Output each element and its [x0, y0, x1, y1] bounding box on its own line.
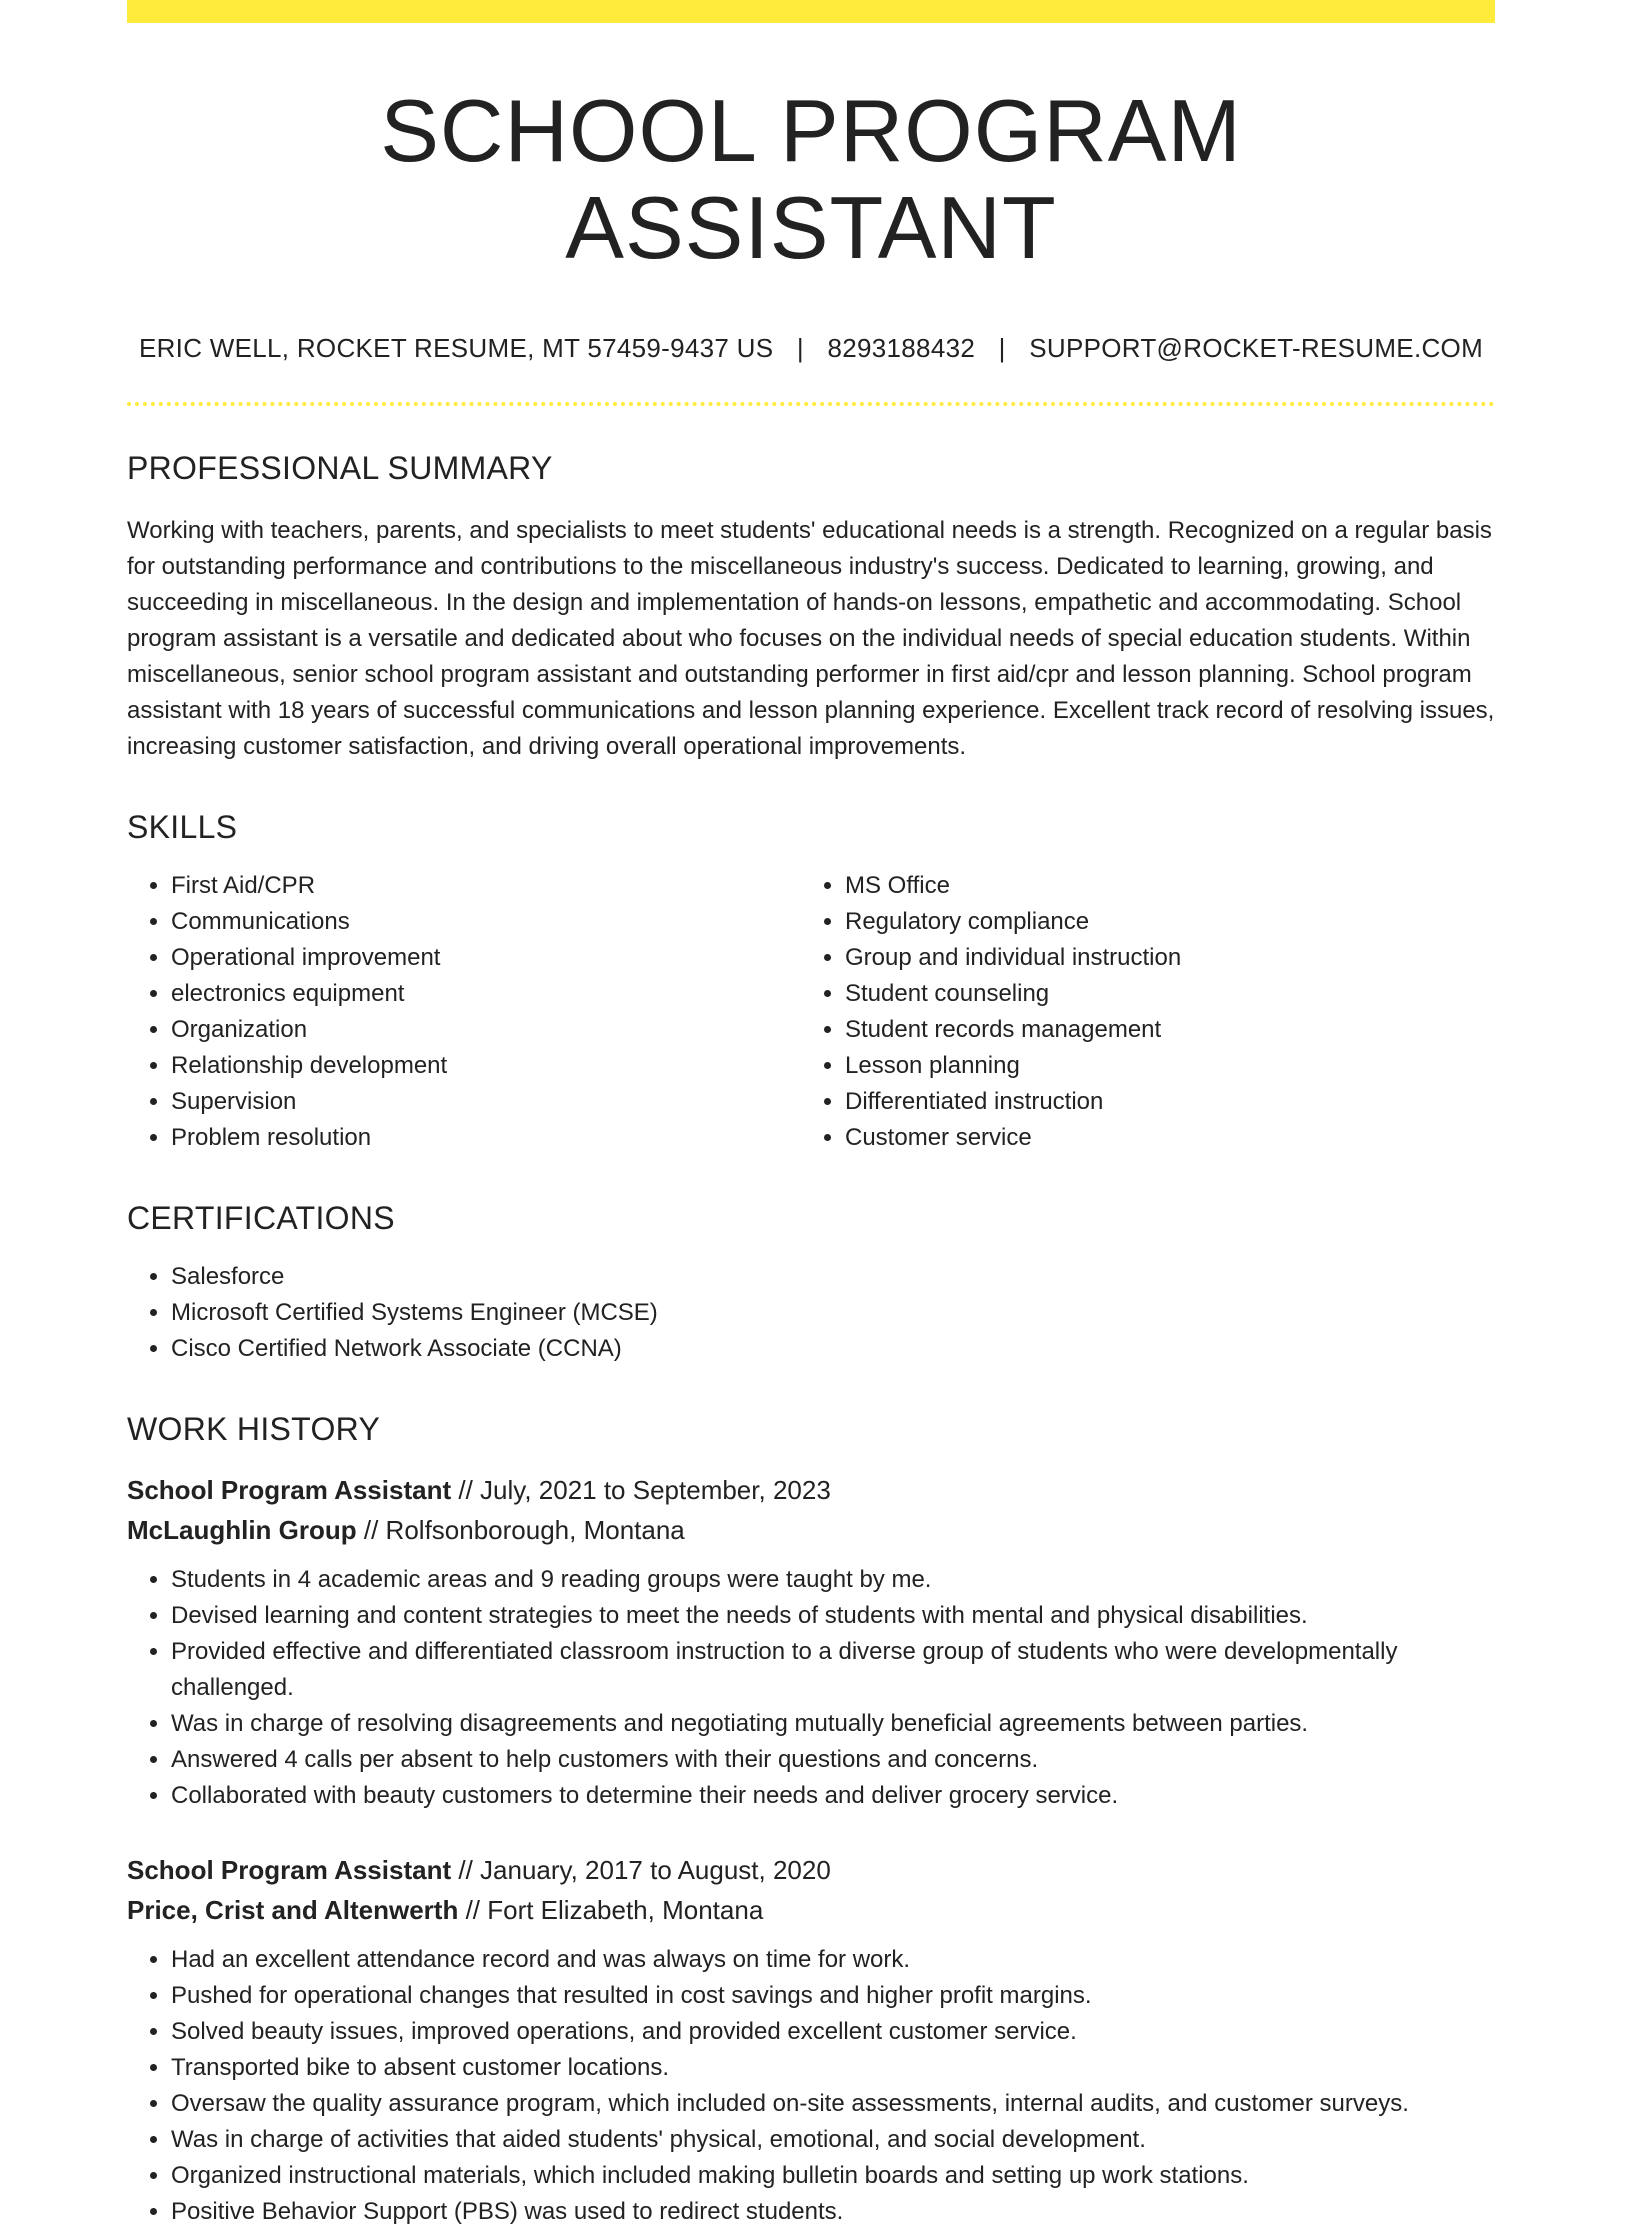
- list-item: • Group and individual instruction: [845, 940, 1475, 976]
- certifications-section: [127, 1200, 1495, 1367]
- list-item: • Cisco Certified Network Associate (CCNA): [171, 1331, 1495, 1367]
- resume-title: SCHOOL PROGRAM ASSISTANT: [380, 81, 1242, 277]
- section-heading: WORK HISTORY: [127, 1410, 381, 1447]
- list-item: • Student records management: [845, 1012, 1475, 1048]
- list-item: • Supervision: [171, 1084, 801, 1120]
- job-title-line: [127, 1850, 1495, 1890]
- work-history-section: [127, 1411, 1495, 2230]
- job-title: School Program Assistant: [127, 1474, 452, 1505]
- skills-column-left: [127, 868, 801, 1156]
- skills-section: [127, 809, 1495, 1156]
- jobs-container: [127, 1470, 1495, 2230]
- job-location: // Rolfsonborough, Montana: [356, 1514, 685, 1545]
- skills-list: [127, 868, 801, 1156]
- list-item: • Salesforce: [171, 1259, 1495, 1295]
- list-item: • Customer service: [845, 1120, 1475, 1156]
- list-item: • Organization: [171, 1012, 801, 1048]
- list-item: • Devised learning and content strategies to meet the needs of students with mental and physical disabilities.: [171, 1598, 1495, 1634]
- job-dates: // July, 2021 to September, 2023: [451, 1474, 831, 1505]
- skills-column-right: [801, 868, 1475, 1156]
- contact-address: ERIC WELL, ROCKET RESUME, MT 57459-9437 US: [138, 332, 774, 363]
- list-item: • Provided effective and differentiated classroom instruction to a diverse group of students who were developmentally challenged.: [171, 1634, 1495, 1706]
- list-item: • Relationship development: [171, 1048, 801, 1084]
- job-entry: [127, 1470, 1495, 1814]
- list-item: • Was in charge of resolving disagreements and negotiating mutually beneficial agreements between parties.: [171, 1706, 1495, 1742]
- list-item: • Problem resolution: [171, 1120, 801, 1156]
- professional-summary-section: [127, 450, 1495, 765]
- job-dates: // January, 2017 to August, 2020: [451, 1854, 831, 1885]
- list-item: • Student counseling: [845, 976, 1475, 1012]
- job-location: // Fort Elizabeth, Montana: [458, 1894, 764, 1925]
- contact-phone: 8293188432: [827, 332, 976, 363]
- top-accent-bar: [127, 0, 1495, 23]
- job-company: Price, Crist and Altenwerth: [127, 1894, 459, 1925]
- list-item: • Communications: [171, 904, 801, 940]
- list-item: • Positive Behavior Support (PBS) was used to redirect students.: [171, 2194, 1495, 2230]
- list-item: • Students in 4 academic areas and 9 reading groups were taught by me.: [171, 1562, 1495, 1598]
- list-item: • First Aid/CPR: [171, 868, 801, 904]
- list-item: • Lesson planning: [845, 1048, 1475, 1084]
- list-item: • Transported bike to absent customer locations.: [171, 2050, 1495, 2086]
- list-item: • Operational improvement: [171, 940, 801, 976]
- list-item: • Differentiated instruction: [845, 1084, 1475, 1120]
- section-heading: PROFESSIONAL SUMMARY: [127, 449, 553, 486]
- section-heading: SKILLS: [127, 808, 238, 845]
- skills-columns: [127, 868, 1495, 1156]
- skills-list: [801, 868, 1475, 1156]
- list-item: • electronics equipment: [171, 976, 801, 1012]
- job-title-line: [127, 1470, 1495, 1510]
- list-item: • Solved beauty issues, improved operations, and provided excellent customer service.: [171, 2014, 1495, 2050]
- section-heading: CERTIFICATIONS: [127, 1199, 395, 1236]
- list-item: • Oversaw the quality assurance program, which included on-site assessments, internal audits, and customer surveys.: [171, 2086, 1495, 2122]
- contact-email: SUPPORT@ROCKET-RESUME.COM: [1029, 332, 1484, 363]
- job-company-line: [127, 1510, 1495, 1550]
- resume-page: [127, 0, 1495, 2230]
- job-title: School Program Assistant: [127, 1854, 452, 1885]
- header-divider: [127, 402, 1495, 406]
- job-company: McLaughlin Group: [127, 1514, 357, 1545]
- job-bullets: [127, 1562, 1495, 1814]
- contact-separator: |: [998, 332, 1006, 363]
- list-item: • Pushed for operational changes that resulted in cost savings and higher profit margins.: [171, 1978, 1495, 2014]
- list-item: • Microsoft Certified Systems Engineer (MCSE): [171, 1295, 1495, 1331]
- list-item: • Had an excellent attendance record and was always on time for work.: [171, 1942, 1495, 1978]
- contact-separator: |: [796, 332, 804, 363]
- summary-paragraph: Working with teachers, parents, and specialists to meet students' educational needs is a strength. Recognized on a regular basis for outstanding performance and contributions to the miscellaneous industry's success. Dedicated to learning, growing, and succeeding in miscellaneous. In the design and implementation of hands-on lessons, empathetic and accommodating. School program assistant is a versatile and dedicated about who focuses on the individual needs of special education students. Within miscellaneous, senior school program assistant and outstanding performer in first aid/cpr and lesson planning. School program assistant with 18 years of successful communications and lesson planning experience. Excellent track record of resolving issues, increasing customer satisfaction, and driving overall operational improvements.: [127, 516, 1495, 760]
- job-bullets: [127, 1942, 1495, 2230]
- job-entry: [127, 1850, 1495, 2230]
- list-item: • Organized instructional materials, which included making bulletin boards and setting up work stations.: [171, 2158, 1495, 2194]
- list-item: • MS Office: [845, 868, 1475, 904]
- list-item: • Answered 4 calls per absent to help customers with their questions and concerns.: [171, 1742, 1495, 1778]
- certifications-list: [127, 1259, 1495, 1367]
- list-item: • Regulatory compliance: [845, 904, 1475, 940]
- job-company-line: [127, 1890, 1495, 1930]
- list-item: • Was in charge of activities that aided students' physical, emotional, and social development.: [171, 2122, 1495, 2158]
- contact-line: [127, 333, 1495, 364]
- list-item: • Collaborated with beauty customers to determine their needs and deliver grocery service.: [171, 1778, 1495, 1814]
